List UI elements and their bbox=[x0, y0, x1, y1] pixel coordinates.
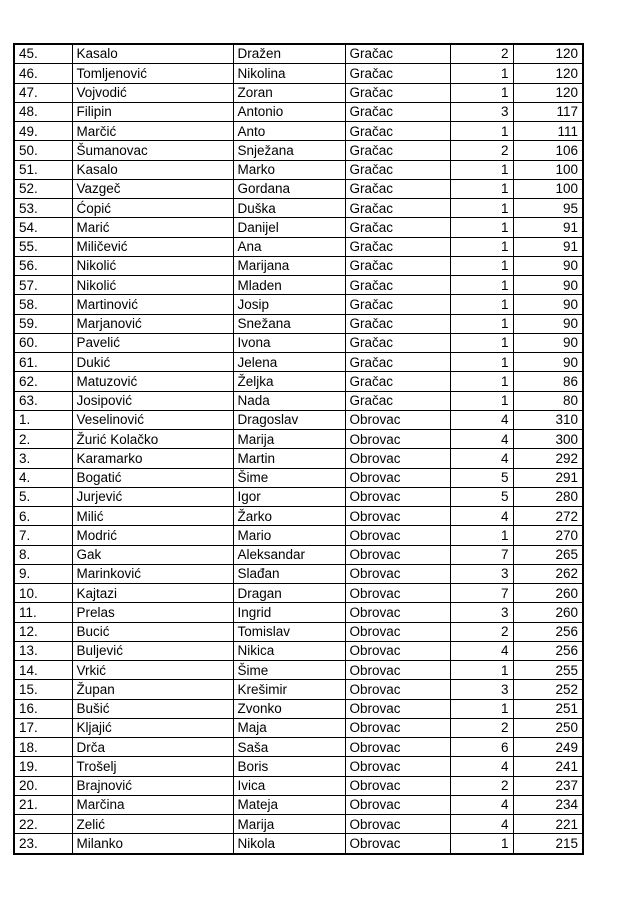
surname-cell: Josipović bbox=[72, 391, 233, 410]
place-cell: Obrovac bbox=[345, 526, 450, 545]
count-cell: 1 bbox=[450, 160, 513, 179]
count-cell: 4 bbox=[450, 410, 513, 429]
count-cell: 4 bbox=[450, 507, 513, 526]
count-cell: 7 bbox=[450, 545, 513, 564]
table-row bbox=[14, 372, 583, 391]
score-cell: 292 bbox=[513, 449, 583, 468]
count-cell: 3 bbox=[450, 564, 513, 583]
results-table-body bbox=[14, 44, 583, 854]
score-cell: 100 bbox=[513, 160, 583, 179]
first_name-cell: Ana bbox=[233, 237, 345, 256]
count-cell: 1 bbox=[450, 391, 513, 410]
count-cell: 1 bbox=[450, 834, 513, 854]
rank-cell: 13. bbox=[14, 641, 72, 660]
count-cell: 1 bbox=[450, 256, 513, 275]
score-cell: 90 bbox=[513, 276, 583, 295]
table-row bbox=[14, 353, 583, 372]
table-row bbox=[14, 815, 583, 834]
score-cell: 291 bbox=[513, 468, 583, 487]
table-row bbox=[14, 622, 583, 641]
first_name-cell: Šime bbox=[233, 468, 345, 487]
count-cell: 4 bbox=[450, 815, 513, 834]
first_name-cell: Nada bbox=[233, 391, 345, 410]
count-cell: 2 bbox=[450, 776, 513, 795]
score-cell: 100 bbox=[513, 179, 583, 198]
surname-cell: Buljević bbox=[72, 641, 233, 660]
first_name-cell: Slađan bbox=[233, 564, 345, 583]
score-cell: 260 bbox=[513, 603, 583, 622]
surname-cell: Modrić bbox=[72, 526, 233, 545]
score-cell: 249 bbox=[513, 738, 583, 757]
first_name-cell: Marija bbox=[233, 815, 345, 834]
rank-cell: 2. bbox=[14, 430, 72, 449]
surname-cell: Milić bbox=[72, 507, 233, 526]
count-cell: 1 bbox=[450, 237, 513, 256]
place-cell: Obrovac bbox=[345, 834, 450, 854]
place-cell: Obrovac bbox=[345, 507, 450, 526]
surname-cell: Marić bbox=[72, 218, 233, 237]
count-cell: 5 bbox=[450, 487, 513, 506]
surname-cell: Marjanović bbox=[72, 314, 233, 333]
rank-cell: 11. bbox=[14, 603, 72, 622]
score-cell: 120 bbox=[513, 64, 583, 83]
rank-cell: 21. bbox=[14, 795, 72, 814]
first_name-cell: Nikica bbox=[233, 641, 345, 660]
table-row bbox=[14, 834, 583, 854]
surname-cell: Šumanovac bbox=[72, 141, 233, 160]
surname-cell: Gak bbox=[72, 545, 233, 564]
place-cell: Obrovac bbox=[345, 661, 450, 680]
place-cell: Obrovac bbox=[345, 738, 450, 757]
count-cell: 1 bbox=[450, 64, 513, 83]
surname-cell: Trošelj bbox=[72, 757, 233, 776]
rank-cell: 1. bbox=[14, 410, 72, 429]
score-cell: 91 bbox=[513, 237, 583, 256]
score-cell: 90 bbox=[513, 314, 583, 333]
rank-cell: 63. bbox=[14, 391, 72, 410]
place-cell: Obrovac bbox=[345, 564, 450, 583]
first_name-cell: Marijana bbox=[233, 256, 345, 275]
table-row bbox=[14, 757, 583, 776]
table-row bbox=[14, 276, 583, 295]
place-cell: Obrovac bbox=[345, 468, 450, 487]
table-row bbox=[14, 680, 583, 699]
table-row bbox=[14, 179, 583, 198]
count-cell: 3 bbox=[450, 680, 513, 699]
score-cell: 241 bbox=[513, 757, 583, 776]
place-cell: Obrovac bbox=[345, 776, 450, 795]
first_name-cell: Anto bbox=[233, 122, 345, 141]
first_name-cell: Tomislav bbox=[233, 622, 345, 641]
first_name-cell: Mateja bbox=[233, 795, 345, 814]
table-row bbox=[14, 641, 583, 660]
first_name-cell: Ivona bbox=[233, 333, 345, 352]
table-row bbox=[14, 295, 583, 314]
first_name-cell: Danijel bbox=[233, 218, 345, 237]
count-cell: 4 bbox=[450, 795, 513, 814]
rank-cell: 50. bbox=[14, 141, 72, 160]
surname-cell: Kasalo bbox=[72, 160, 233, 179]
score-cell: 111 bbox=[513, 122, 583, 141]
place-cell: Obrovac bbox=[345, 584, 450, 603]
first_name-cell: Dražen bbox=[233, 44, 345, 64]
score-cell: 120 bbox=[513, 83, 583, 102]
table-row bbox=[14, 141, 583, 160]
place-cell: Gračac bbox=[345, 44, 450, 64]
surname-cell: Matuzović bbox=[72, 372, 233, 391]
surname-cell: Vojvodić bbox=[72, 83, 233, 102]
first_name-cell: Zvonko bbox=[233, 699, 345, 718]
rank-cell: 5. bbox=[14, 487, 72, 506]
place-cell: Obrovac bbox=[345, 680, 450, 699]
score-cell: 90 bbox=[513, 353, 583, 372]
count-cell: 1 bbox=[450, 83, 513, 102]
table-row bbox=[14, 44, 583, 64]
first_name-cell: Josip bbox=[233, 295, 345, 314]
place-cell: Gračac bbox=[345, 333, 450, 352]
score-cell: 255 bbox=[513, 661, 583, 680]
rank-cell: 52. bbox=[14, 179, 72, 198]
place-cell: Gračac bbox=[345, 372, 450, 391]
rank-cell: 46. bbox=[14, 64, 72, 83]
rank-cell: 14. bbox=[14, 661, 72, 680]
table-row bbox=[14, 333, 583, 352]
score-cell: 234 bbox=[513, 795, 583, 814]
place-cell: Gračac bbox=[345, 391, 450, 410]
surname-cell: Prelas bbox=[72, 603, 233, 622]
count-cell: 4 bbox=[450, 757, 513, 776]
surname-cell: Župan bbox=[72, 680, 233, 699]
first_name-cell: Ingrid bbox=[233, 603, 345, 622]
first_name-cell: Mladen bbox=[233, 276, 345, 295]
rank-cell: 59. bbox=[14, 314, 72, 333]
score-cell: 90 bbox=[513, 333, 583, 352]
rank-cell: 51. bbox=[14, 160, 72, 179]
table-row bbox=[14, 603, 583, 622]
count-cell: 1 bbox=[450, 314, 513, 333]
count-cell: 1 bbox=[450, 295, 513, 314]
table-row bbox=[14, 661, 583, 680]
place-cell: Gračac bbox=[345, 199, 450, 218]
place-cell: Gračac bbox=[345, 218, 450, 237]
table-row bbox=[14, 83, 583, 102]
place-cell: Gračac bbox=[345, 83, 450, 102]
score-cell: 270 bbox=[513, 526, 583, 545]
score-cell: 250 bbox=[513, 718, 583, 737]
rank-cell: 6. bbox=[14, 507, 72, 526]
first_name-cell: Snježana bbox=[233, 141, 345, 160]
surname-cell: Vrkić bbox=[72, 661, 233, 680]
first_name-cell: Dragoslav bbox=[233, 410, 345, 429]
first_name-cell: Igor bbox=[233, 487, 345, 506]
surname-cell: Nikolić bbox=[72, 256, 233, 275]
place-cell: Obrovac bbox=[345, 815, 450, 834]
table-row bbox=[14, 526, 583, 545]
first_name-cell: Antonio bbox=[233, 102, 345, 121]
count-cell: 2 bbox=[450, 44, 513, 64]
table-row bbox=[14, 199, 583, 218]
count-cell: 1 bbox=[450, 122, 513, 141]
count-cell: 7 bbox=[450, 584, 513, 603]
table-row bbox=[14, 391, 583, 410]
surname-cell: Kljajić bbox=[72, 718, 233, 737]
rank-cell: 15. bbox=[14, 680, 72, 699]
place-cell: Gračac bbox=[345, 353, 450, 372]
first_name-cell: Šime bbox=[233, 661, 345, 680]
place-cell: Obrovac bbox=[345, 757, 450, 776]
rank-cell: 47. bbox=[14, 83, 72, 102]
count-cell: 3 bbox=[450, 603, 513, 622]
table-row bbox=[14, 160, 583, 179]
rank-cell: 22. bbox=[14, 815, 72, 834]
surname-cell: Marinković bbox=[72, 564, 233, 583]
score-cell: 310 bbox=[513, 410, 583, 429]
place-cell: Gračac bbox=[345, 179, 450, 198]
score-cell: 256 bbox=[513, 622, 583, 641]
table-row bbox=[14, 122, 583, 141]
score-cell: 221 bbox=[513, 815, 583, 834]
table-row bbox=[14, 218, 583, 237]
first_name-cell: Maja bbox=[233, 718, 345, 737]
count-cell: 5 bbox=[450, 468, 513, 487]
first_name-cell: Martin bbox=[233, 449, 345, 468]
first_name-cell: Saša bbox=[233, 738, 345, 757]
rank-cell: 57. bbox=[14, 276, 72, 295]
place-cell: Gračac bbox=[345, 314, 450, 333]
rank-cell: 19. bbox=[14, 757, 72, 776]
rank-cell: 49. bbox=[14, 122, 72, 141]
count-cell: 6 bbox=[450, 738, 513, 757]
first_name-cell: Gordana bbox=[233, 179, 345, 198]
score-cell: 272 bbox=[513, 507, 583, 526]
table-row bbox=[14, 795, 583, 814]
rank-cell: 10. bbox=[14, 584, 72, 603]
table-row bbox=[14, 314, 583, 333]
rank-cell: 48. bbox=[14, 102, 72, 121]
surname-cell: Vazgeč bbox=[72, 179, 233, 198]
place-cell: Gračac bbox=[345, 102, 450, 121]
count-cell: 1 bbox=[450, 699, 513, 718]
table-row bbox=[14, 102, 583, 121]
place-cell: Gračac bbox=[345, 160, 450, 179]
score-cell: 106 bbox=[513, 141, 583, 160]
score-cell: 300 bbox=[513, 430, 583, 449]
place-cell: Gračac bbox=[345, 295, 450, 314]
first_name-cell: Aleksandar bbox=[233, 545, 345, 564]
count-cell: 2 bbox=[450, 141, 513, 160]
rank-cell: 60. bbox=[14, 333, 72, 352]
rank-cell: 12. bbox=[14, 622, 72, 641]
first_name-cell: Snežana bbox=[233, 314, 345, 333]
score-cell: 90 bbox=[513, 295, 583, 314]
score-cell: 90 bbox=[513, 256, 583, 275]
surname-cell: Brajnović bbox=[72, 776, 233, 795]
count-cell: 1 bbox=[450, 372, 513, 391]
score-cell: 80 bbox=[513, 391, 583, 410]
surname-cell: Dukić bbox=[72, 353, 233, 372]
place-cell: Gračac bbox=[345, 141, 450, 160]
surname-cell: Kasalo bbox=[72, 44, 233, 64]
table-row bbox=[14, 545, 583, 564]
score-cell: 86 bbox=[513, 372, 583, 391]
first_name-cell: Nikolina bbox=[233, 64, 345, 83]
count-cell: 2 bbox=[450, 622, 513, 641]
place-cell: Gračac bbox=[345, 237, 450, 256]
surname-cell: Marčić bbox=[72, 122, 233, 141]
count-cell: 1 bbox=[450, 179, 513, 198]
count-cell: 1 bbox=[450, 276, 513, 295]
table-row bbox=[14, 64, 583, 83]
place-cell: Gračac bbox=[345, 256, 450, 275]
first_name-cell: Ivica bbox=[233, 776, 345, 795]
score-cell: 117 bbox=[513, 102, 583, 121]
place-cell: Gračac bbox=[345, 276, 450, 295]
count-cell: 4 bbox=[450, 430, 513, 449]
place-cell: Obrovac bbox=[345, 603, 450, 622]
rank-cell: 20. bbox=[14, 776, 72, 795]
first_name-cell: Marija bbox=[233, 430, 345, 449]
surname-cell: Zelić bbox=[72, 815, 233, 834]
table-row bbox=[14, 449, 583, 468]
table-row bbox=[14, 718, 583, 737]
rank-cell: 8. bbox=[14, 545, 72, 564]
results-table bbox=[13, 43, 584, 855]
rank-cell: 18. bbox=[14, 738, 72, 757]
rank-cell: 55. bbox=[14, 237, 72, 256]
rank-cell: 23. bbox=[14, 834, 72, 854]
place-cell: Obrovac bbox=[345, 622, 450, 641]
first_name-cell: Jelena bbox=[233, 353, 345, 372]
first_name-cell: Nikola bbox=[233, 834, 345, 854]
score-cell: 251 bbox=[513, 699, 583, 718]
place-cell: Obrovac bbox=[345, 795, 450, 814]
rank-cell: 62. bbox=[14, 372, 72, 391]
surname-cell: Kajtazi bbox=[72, 584, 233, 603]
count-cell: 3 bbox=[450, 102, 513, 121]
count-cell: 4 bbox=[450, 641, 513, 660]
table-row bbox=[14, 584, 583, 603]
first_name-cell: Željka bbox=[233, 372, 345, 391]
table-row bbox=[14, 564, 583, 583]
first_name-cell: Krešimir bbox=[233, 680, 345, 699]
surname-cell: Bucić bbox=[72, 622, 233, 641]
count-cell: 1 bbox=[450, 661, 513, 680]
rank-cell: 45. bbox=[14, 44, 72, 64]
table-row bbox=[14, 410, 583, 429]
table-row bbox=[14, 256, 583, 275]
score-cell: 262 bbox=[513, 564, 583, 583]
surname-cell: Miličević bbox=[72, 237, 233, 256]
first_name-cell: Marko bbox=[233, 160, 345, 179]
table-row bbox=[14, 776, 583, 795]
place-cell: Gračac bbox=[345, 122, 450, 141]
surname-cell: Jurjević bbox=[72, 487, 233, 506]
rank-cell: 54. bbox=[14, 218, 72, 237]
surname-cell: Bogatić bbox=[72, 468, 233, 487]
score-cell: 280 bbox=[513, 487, 583, 506]
rank-cell: 53. bbox=[14, 199, 72, 218]
score-cell: 256 bbox=[513, 641, 583, 660]
count-cell: 1 bbox=[450, 526, 513, 545]
surname-cell: Martinović bbox=[72, 295, 233, 314]
count-cell: 1 bbox=[450, 199, 513, 218]
score-cell: 237 bbox=[513, 776, 583, 795]
first_name-cell: Mario bbox=[233, 526, 345, 545]
place-cell: Obrovac bbox=[345, 410, 450, 429]
score-cell: 215 bbox=[513, 834, 583, 854]
rank-cell: 16. bbox=[14, 699, 72, 718]
rank-cell: 61. bbox=[14, 353, 72, 372]
surname-cell: Filipin bbox=[72, 102, 233, 121]
surname-cell: Marčina bbox=[72, 795, 233, 814]
rank-cell: 9. bbox=[14, 564, 72, 583]
first_name-cell: Boris bbox=[233, 757, 345, 776]
count-cell: 2 bbox=[450, 718, 513, 737]
table-row bbox=[14, 738, 583, 757]
rank-cell: 7. bbox=[14, 526, 72, 545]
place-cell: Obrovac bbox=[345, 487, 450, 506]
rank-cell: 4. bbox=[14, 468, 72, 487]
place-cell: Obrovac bbox=[345, 641, 450, 660]
rank-cell: 56. bbox=[14, 256, 72, 275]
surname-cell: Veselinović bbox=[72, 410, 233, 429]
place-cell: Obrovac bbox=[345, 449, 450, 468]
place-cell: Gračac bbox=[345, 64, 450, 83]
place-cell: Obrovac bbox=[345, 699, 450, 718]
rank-cell: 58. bbox=[14, 295, 72, 314]
score-cell: 260 bbox=[513, 584, 583, 603]
score-cell: 252 bbox=[513, 680, 583, 699]
surname-cell: Milanko bbox=[72, 834, 233, 854]
count-cell: 1 bbox=[450, 218, 513, 237]
count-cell: 1 bbox=[450, 353, 513, 372]
table-row bbox=[14, 468, 583, 487]
first_name-cell: Žarko bbox=[233, 507, 345, 526]
surname-cell: Bušić bbox=[72, 699, 233, 718]
surname-cell: Karamarko bbox=[72, 449, 233, 468]
place-cell: Obrovac bbox=[345, 718, 450, 737]
score-cell: 91 bbox=[513, 218, 583, 237]
surname-cell: Ćopić bbox=[72, 199, 233, 218]
count-cell: 1 bbox=[450, 333, 513, 352]
score-cell: 95 bbox=[513, 199, 583, 218]
score-cell: 265 bbox=[513, 545, 583, 564]
rank-cell: 3. bbox=[14, 449, 72, 468]
score-cell: 120 bbox=[513, 44, 583, 64]
surname-cell: Drča bbox=[72, 738, 233, 757]
surname-cell: Pavelić bbox=[72, 333, 233, 352]
rank-cell: 17. bbox=[14, 718, 72, 737]
first_name-cell: Duška bbox=[233, 199, 345, 218]
place-cell: Obrovac bbox=[345, 545, 450, 564]
surname-cell: Nikolić bbox=[72, 276, 233, 295]
table-row bbox=[14, 507, 583, 526]
place-cell: Obrovac bbox=[345, 430, 450, 449]
table-row bbox=[14, 237, 583, 256]
count-cell: 4 bbox=[450, 449, 513, 468]
first_name-cell: Dragan bbox=[233, 584, 345, 603]
first_name-cell: Zoran bbox=[233, 83, 345, 102]
table-row bbox=[14, 430, 583, 449]
surname-cell: Žurić Kolačko bbox=[72, 430, 233, 449]
surname-cell: Tomljenović bbox=[72, 64, 233, 83]
table-row bbox=[14, 699, 583, 718]
table-row bbox=[14, 487, 583, 506]
